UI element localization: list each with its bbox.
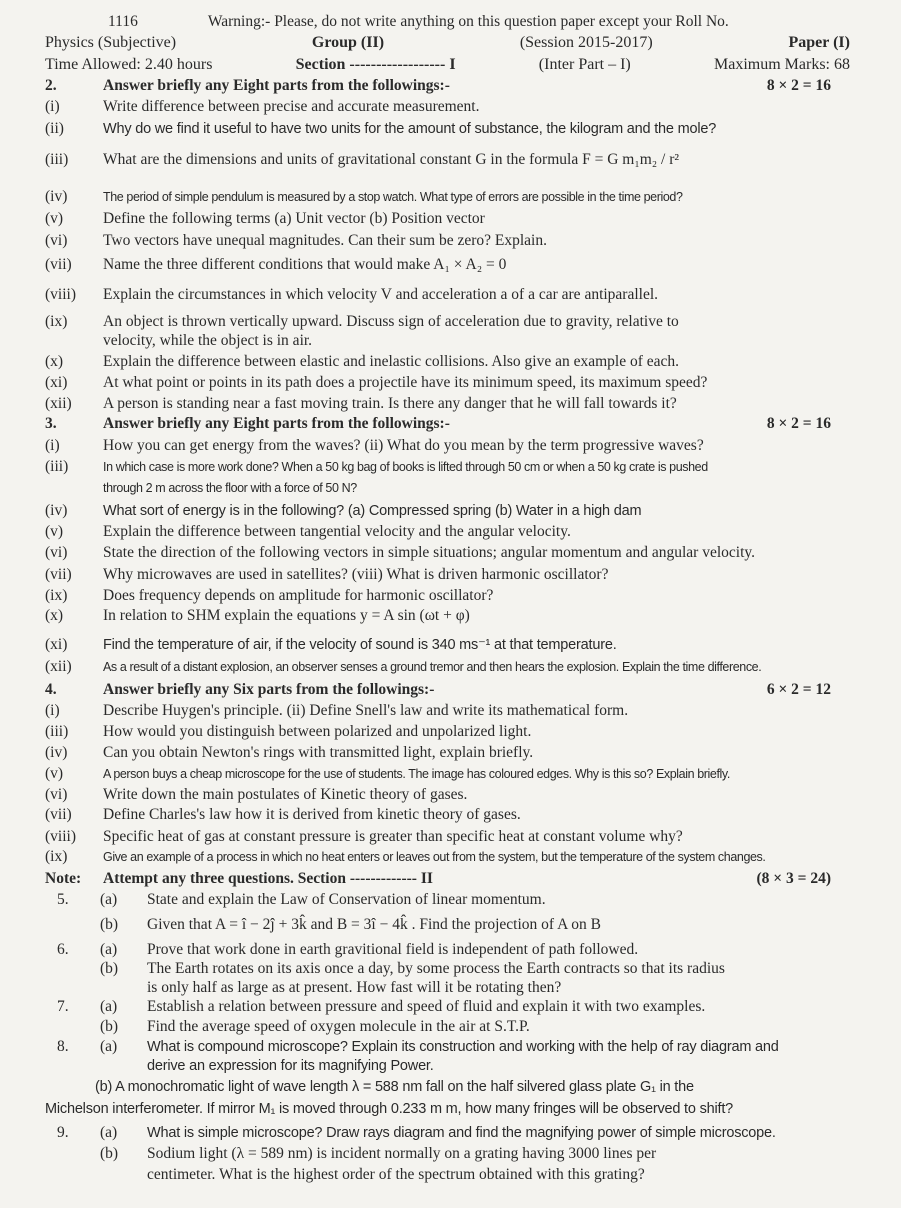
question-text: The Earth rotates on its axis once a day, by some process the Earth contracts so that its radius	[147, 960, 725, 977]
question-line	[0, 1057, 901, 1075]
question-part: (a)	[100, 891, 118, 908]
question-text: Attempt any three questions. Section ------------- II	[103, 870, 433, 887]
question-text: Can you obtain Newton's rings with transmitted light, explain briefly.	[103, 744, 534, 761]
question-line	[0, 415, 901, 433]
question-number: (iv)	[45, 744, 68, 761]
header-row-1	[45, 12, 850, 32]
question-line	[0, 502, 901, 520]
question-line	[0, 151, 901, 169]
question-text: Name the three different conditions that would make A₁ × A₂ = 0	[103, 256, 507, 273]
question-line	[0, 1018, 901, 1036]
question-text: What sort of energy is in the following? (a) Compressed spring (b) Water in a high dam	[103, 503, 642, 519]
question-line	[0, 458, 901, 476]
question-number: (viii)	[45, 286, 76, 303]
question-text: Establish a relation between pressure and speed of fluid and explain it with two examples.	[147, 998, 706, 1015]
group: Group (II)	[311, 34, 385, 51]
question-text: Define the following terms (a) Unit vector (b) Position vector	[103, 210, 485, 227]
question-text: How you can get energy from the waves? (ii) What do you mean by the term progressive waves?	[103, 437, 704, 454]
question-text: Answer briefly any Eight parts from the followings:-	[103, 77, 450, 94]
question-text: Find the average speed of oxygen molecule in the air at S.T.P.	[147, 1018, 530, 1035]
question-line	[0, 723, 901, 741]
question-text: Explain the difference between elastic and inelastic collisions. Also give an example of each.	[103, 353, 680, 370]
question-text: In relation to SHM explain the equations y = A sin (ωt + φ)	[103, 607, 470, 624]
question-line	[0, 870, 901, 888]
question-text: What are the dimensions and units of gravitational constant G in the formula F = G m₁m₂ / r²	[103, 151, 680, 168]
question-part: (b)	[100, 960, 119, 977]
question-number: 3.	[45, 415, 57, 432]
question-text: Answer briefly any Six parts from the followings:-	[103, 681, 435, 698]
question-number: (x)	[45, 607, 64, 624]
question-text: Write down the main postulates of Kinetic theory of gases.	[103, 786, 468, 803]
question-number: (i)	[45, 702, 60, 719]
question-text: Find the temperature of air, if the velocity of sound is 340 ms⁻¹ at that temperature.	[103, 637, 617, 653]
question-line	[0, 636, 901, 654]
question-text: is only half as large as at present. How fast will it be rotating then?	[147, 979, 562, 996]
question-number: (iv)	[45, 502, 68, 519]
question-line	[0, 806, 901, 824]
paper-number: Paper (I)	[788, 34, 850, 51]
warning-text: Warning:- Please, do not write anything on this question paper except your Roll No.	[207, 13, 729, 30]
question-number: Note:	[45, 870, 82, 887]
question-text: derive an expression for its magnifying Power.	[147, 1058, 434, 1074]
question-line	[0, 437, 901, 455]
question-number: (i)	[45, 98, 60, 115]
question-part: (b)	[100, 1018, 119, 1035]
question-line	[0, 286, 901, 304]
question-text: Sodium light (λ = 589 nm) is incident normally on a grating having 3000 lines per	[147, 1145, 657, 1162]
question-text: (b) A monochromatic light of wave length λ = 588 nm fall on the half silvered glass plate G₁ in the	[95, 1079, 694, 1095]
marks: 6 × 2 = 12	[766, 681, 831, 698]
question-part: (a)	[100, 1038, 118, 1055]
question-number: (vii)	[45, 256, 72, 273]
question-line	[0, 848, 901, 866]
question-line	[0, 960, 901, 978]
question-text: Explain the difference between tangential velocity and the angular velocity.	[103, 523, 571, 540]
question-number: (ix)	[45, 587, 68, 604]
question-text: State and explain the Law of Conservation of linear momentum.	[147, 891, 546, 908]
question-text: Given that A = î − 2ĵ + 3k̂ and B = 3î − 4k̂ . Find the projection of A on B	[147, 916, 602, 933]
question-line	[0, 523, 901, 541]
question-number: 7.	[57, 998, 69, 1015]
question-text: velocity, while the object is in air.	[103, 332, 313, 349]
question-number: (xi)	[45, 374, 68, 391]
question-number: (vi)	[45, 232, 68, 249]
question-line	[0, 891, 901, 909]
question-text: Explain the circumstances in which velocity V and acceleration a of a car are antiparallel.	[103, 286, 659, 303]
question-text: Prove that work done in earth gravitional field is independent of path followed.	[147, 941, 639, 958]
question-number: (vi)	[45, 544, 68, 561]
question-line	[0, 1124, 901, 1142]
time-allowed: Time Allowed: 2.40 hours	[45, 56, 213, 73]
question-number: (iii)	[45, 723, 69, 740]
header-row-2	[45, 33, 850, 53]
question-line	[0, 332, 901, 350]
question-line	[0, 702, 901, 720]
maximum-marks: Maximum Marks: 68	[714, 56, 850, 73]
question-text: What is simple microscope? Draw rays diagram and find the magnifying power of simple microscope.	[147, 1125, 776, 1141]
question-line	[0, 1166, 901, 1184]
question-line	[0, 941, 901, 959]
question-number: (xi)	[45, 636, 68, 653]
question-text: State the direction of the following vectors in simple situations; angular momentum and angular velocity.	[103, 544, 755, 561]
question-line	[0, 210, 901, 228]
question-text: As a result of a distant explosion, an observer senses a ground tremor and then hears the explosion. Explain the time difference.	[103, 660, 762, 674]
question-line	[0, 98, 901, 116]
question-number: (i)	[45, 437, 60, 454]
question-number: (ix)	[45, 848, 68, 865]
marks: (8 × 3 = 24)	[756, 870, 831, 887]
question-line	[0, 353, 901, 371]
question-text: through 2 m across the floor with a force of 50 N?	[103, 481, 357, 495]
question-number: (iv)	[45, 188, 68, 205]
question-line	[0, 566, 901, 584]
question-text: Write difference between precise and accurate measurement.	[103, 98, 480, 115]
question-text: Michelson interferometer. If mirror M₁ is moved through 0.233 m m, how many fringes will be observed to shift?	[45, 1101, 734, 1117]
question-line	[0, 587, 901, 605]
question-text: Why do we find it useful to have two units for the amount of substance, the kilogram and the mole?	[103, 121, 717, 137]
question-text: A person is standing near a fast moving train. Is there any danger that he will fall towards it?	[103, 395, 677, 412]
question-line	[0, 979, 901, 997]
question-number: (xii)	[45, 658, 72, 675]
question-line	[0, 1145, 901, 1163]
question-text: How would you distinguish between polarized and unpolarized light.	[103, 723, 532, 740]
question-text: Define Charles's law how it is derived from kinetic theory of gases.	[103, 806, 521, 823]
question-line	[0, 786, 901, 804]
question-text: Specific heat of gas at constant pressure is greater than specific heat at constant volume why?	[103, 828, 683, 845]
inter-part: (Inter Part – I)	[538, 56, 631, 73]
question-text: Give an example of a process in which no heat enters or leaves out from the system, but the temperature of the system changes.	[103, 850, 766, 864]
header-row-3	[45, 55, 850, 75]
question-line	[0, 998, 901, 1016]
paper-code: 1116	[108, 13, 138, 30]
question-text: centimeter. What is the highest order of the spectrum obtained with this grating?	[147, 1166, 645, 1183]
question-line	[0, 120, 901, 138]
question-text: Does frequency depends on amplitude for harmonic oscillator?	[103, 587, 494, 604]
question-line	[0, 916, 901, 934]
question-part: (a)	[100, 941, 118, 958]
question-number: (iii)	[45, 458, 69, 475]
question-number: (v)	[45, 523, 64, 540]
question-number: 2.	[45, 77, 57, 94]
question-number: (viii)	[45, 828, 76, 845]
question-number: (x)	[45, 353, 64, 370]
question-text: Describe Huygen's principle. (ii) Define Snell's law and write its mathematical form.	[103, 702, 629, 719]
question-line	[0, 828, 901, 846]
question-number: (ix)	[45, 313, 68, 330]
question-line	[0, 479, 901, 497]
question-text: An object is thrown vertically upward. Discuss sign of acceleration due to gravity, relative to	[103, 313, 679, 330]
question-number: (iii)	[45, 151, 69, 168]
question-line	[0, 374, 901, 392]
question-line	[0, 77, 901, 95]
question-number: (ii)	[45, 120, 64, 137]
question-part: (b)	[100, 916, 119, 933]
question-line	[0, 1038, 901, 1056]
question-number: (v)	[45, 210, 64, 227]
question-part: (a)	[100, 998, 118, 1015]
marks: 8 × 2 = 16	[766, 415, 831, 432]
question-text: A person buys a cheap microscope for the use of students. The image has coloured edges. Why is this so? Explain briefly.	[103, 767, 730, 781]
section-label: Section ------------------ I	[295, 56, 456, 73]
question-part: (a)	[100, 1124, 118, 1141]
question-text: The period of simple pendulum is measured by a stop watch. What type of errors are possible in the time period?	[103, 190, 683, 204]
question-number: 5.	[57, 891, 69, 908]
question-number: (xii)	[45, 395, 72, 412]
question-number: 4.	[45, 681, 57, 698]
question-text: In which case is more work done? When a 50 kg bag of books is lifted through 50 cm or when a 50 kg crate is pushed	[103, 460, 708, 474]
question-number: (vii)	[45, 806, 72, 823]
marks: 8 × 2 = 16	[766, 77, 831, 94]
subject: Physics (Subjective)	[45, 34, 177, 51]
question-number: (v)	[45, 765, 64, 782]
session: (Session 2015-2017)	[519, 34, 653, 51]
question-number: 6.	[57, 941, 69, 958]
question-line	[0, 232, 901, 250]
question-line	[0, 395, 901, 413]
question-line	[0, 1100, 901, 1118]
question-line	[0, 765, 901, 783]
question-number: (vii)	[45, 566, 72, 583]
question-line	[0, 658, 901, 676]
question-number: 8.	[57, 1038, 69, 1055]
question-line	[0, 744, 901, 762]
question-line	[0, 607, 901, 625]
question-line	[0, 188, 901, 206]
question-line	[0, 1078, 901, 1096]
question-part: (b)	[100, 1145, 119, 1162]
question-number: (vi)	[45, 786, 68, 803]
question-line	[0, 544, 901, 562]
question-line	[0, 256, 901, 274]
question-number: 9.	[57, 1124, 69, 1141]
question-text: Answer briefly any Eight parts from the followings:-	[103, 415, 450, 432]
question-line	[0, 313, 901, 331]
question-line	[0, 681, 901, 699]
question-text: Why microwaves are used in satellites? (viii) What is driven harmonic oscillator?	[103, 566, 609, 583]
question-text: Two vectors have unequal magnitudes. Can their sum be zero? Explain.	[103, 232, 547, 249]
question-text: What is compound microscope? Explain its construction and working with the help of ray diagram and	[147, 1039, 779, 1055]
question-text: At what point or points in its path does a projectile have its minimum speed, its maximum speed?	[103, 374, 708, 391]
